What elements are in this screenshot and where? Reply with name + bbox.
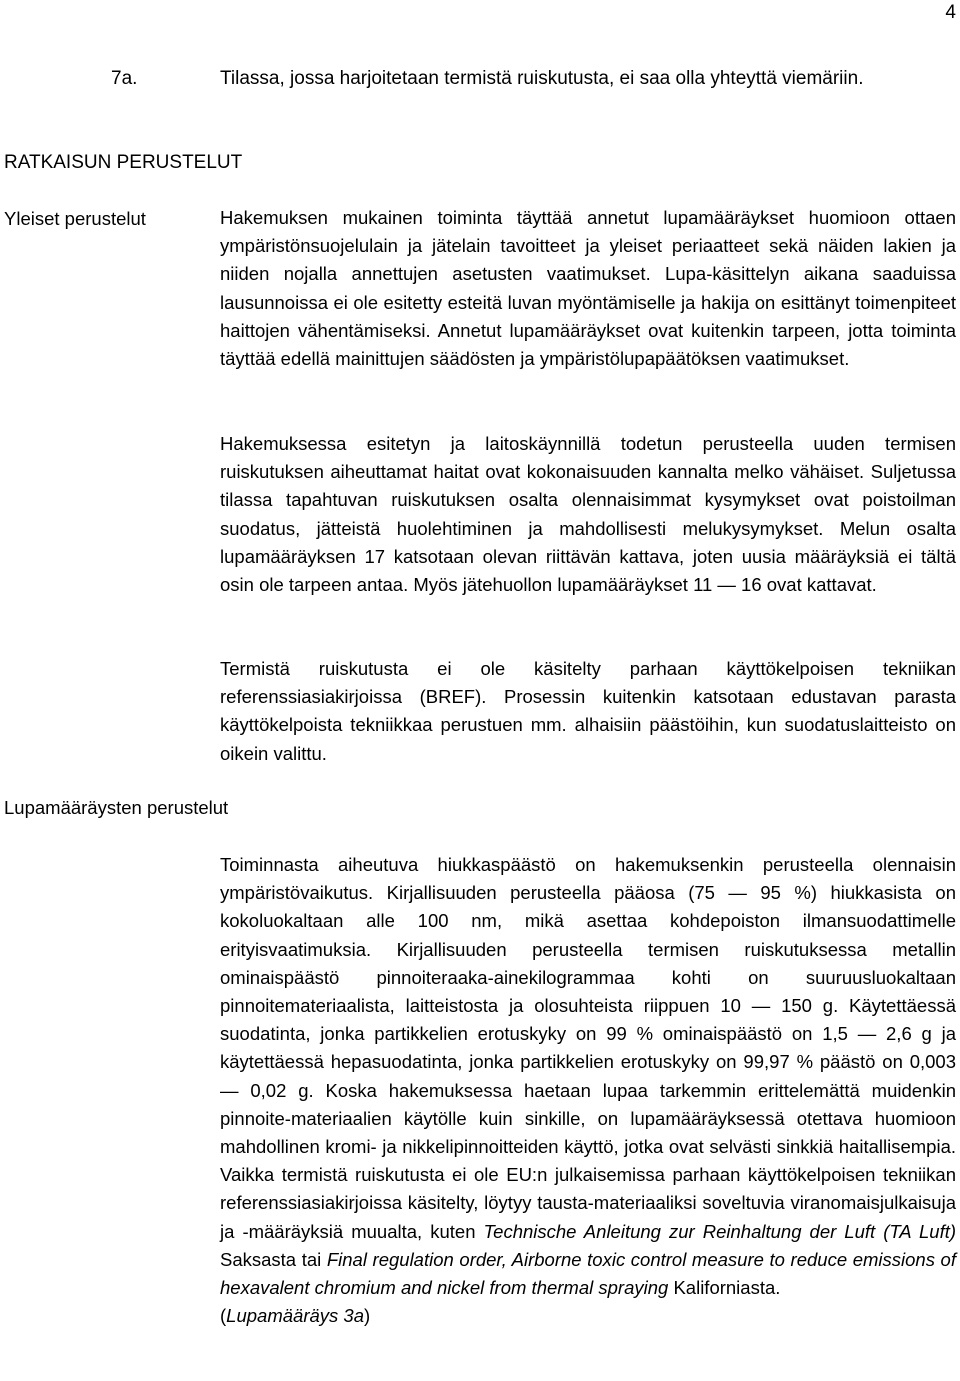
ta-luft-reference: Technische Anleitung zur Reinhaltung der Luft (TA Luft) xyxy=(483,1220,957,1242)
general-reasons-label: Yleiset perustelut xyxy=(4,208,146,229)
carb-regulation-reference: Final regulation order, Airborne toxic control measure to reduce emissions of hexavalent chromium and nickel from thermal spraying xyxy=(220,1248,956,1299)
paragraph-text: Kaliforniasta. xyxy=(668,1277,781,1299)
paragraph-regulation-1 xyxy=(220,851,956,1330)
regulation-item-number: 7a. xyxy=(111,68,138,89)
paragraph-text: Toiminnasta aiheutuva hiukkaspäästö on hakemuksenkin perusteella olennaisin ympäristövaikutus. Kirjallisuuden perusteella pääosa (75 — 95 %) hiukkasista on kokoluokaltaan alle 100 nm, mikä asettaa kohdepoiston ilmansuodattimelle erityisvaatimuksia. Kirjallisuuden perusteella termisen ruiskutuksessa metallin ominaispäästö pinnoiteraaka-ainekilogrammaa kohti on suuruusluokaltaan pinnoitemateriaalista, laitteistosta ja olosuhteista riippuen 10 — 150 g. Käytettäessä suodatinta, jonka partikkelien erotuskyky on 99 % ominaispäästö on 1,5 — 2,6 g ja käytettäessä hepasuodatinta, jonka partikkelien erotuskyky on 99,97 % päästö on 0,003 — 0,02 g. Koska hakemuksessa haetaan lupaa tarkemmin erittelemättä muidenkin pinnoite-materiaalien käytölle kuin sinkille, on lupamääräyksessä otettava huomioon mahdollinen kromi- ja nikkelipinnoitteiden käyttö, jotka ovat selvästi sinkkiä haitallisempia. Vaikka termistä ruiskutusta ei ole EU:n julkaisemissa parhaan käyttökelpoisen tekniikan referenssiasiakirjoissa käsitelty, löytyy tausta-materiaaliksi soveltuvia viranomaisjulkaisuja ja -määräyksiä muualta, kuten xyxy=(220,854,956,1242)
paragraph-general-3: Termistä ruiskutusta ei ole käsitelty parhaan käyttökelpoisen tekniikan referenssiasiakirjoissa (BREF). Prosessin kuitenkin katsotaan edustavan parasta käyttökelpoista tekniikkaa perustuen mm. alhaisiin päästöihin, kun suodatuslaitteisto on oikein valittu. xyxy=(220,658,956,764)
regulation-reference: Lupamääräys 3a xyxy=(226,1305,364,1327)
paragraph-general-1: Hakemuksen mukainen toiminta täyttää annetut lupamääräykset huomioon ottaen ympäristönsuojelulain ja jätelain tavoitteet ja yleiset periaatteet sekä näiden lakien ja niiden nojalla annettujen asetusten vaatimukset. Lupa-käsittelyn aikana saaduissa lausunnoissa ei ole esitetty esteitä luvan myöntämiselle ja hakija on esittänyt toimenpiteet haittojen vähentämiseksi. Annetut lupamääräykset ovat kuitenkin tarpeen, jotta toiminta täyttää edellä mainittujen säädösten ja ympäristölupapäätöksen vaatimukset. xyxy=(220,207,956,370)
ref-paren-open: ( xyxy=(220,1305,227,1327)
section-heading: RATKAISUN PERUSTELUT xyxy=(4,152,243,173)
ref-paren-close: ) xyxy=(363,1305,371,1327)
regulation-item-text: Tilassa, jossa harjoitetaan termistä ruiskutusta, ei saa olla yhteyttä viemäriin. xyxy=(220,68,864,89)
regulation-reasons-label: Lupamääräysten perustelut xyxy=(4,797,229,818)
paragraph-general-2: Hakemuksessa esitetyn ja laitoskäynnillä todetun perusteella uuden termisen ruiskutuksen aiheuttamat haitat ovat kokonaisuuden kannalta melko vähäiset. Suljetussa tilassa tapahtuvan ruiskutuksen osalta olennaisimmat kysymykset ovat poistoilman suodatus, jätteistä huolehtiminen ja mahdollisesti melukysymykset. Melun osalta lupamääräyksen 17 katsotaan olevan riittävän kattava, joten uusia määräyksiä ei tältä osin ole tarpeen antaa. Myös jätehuollon lupamääräykset 11 — 16 ovat kattavat. xyxy=(220,433,956,596)
paragraph-text: Saksasta tai xyxy=(220,1248,327,1270)
page-number: 4 xyxy=(945,2,956,23)
